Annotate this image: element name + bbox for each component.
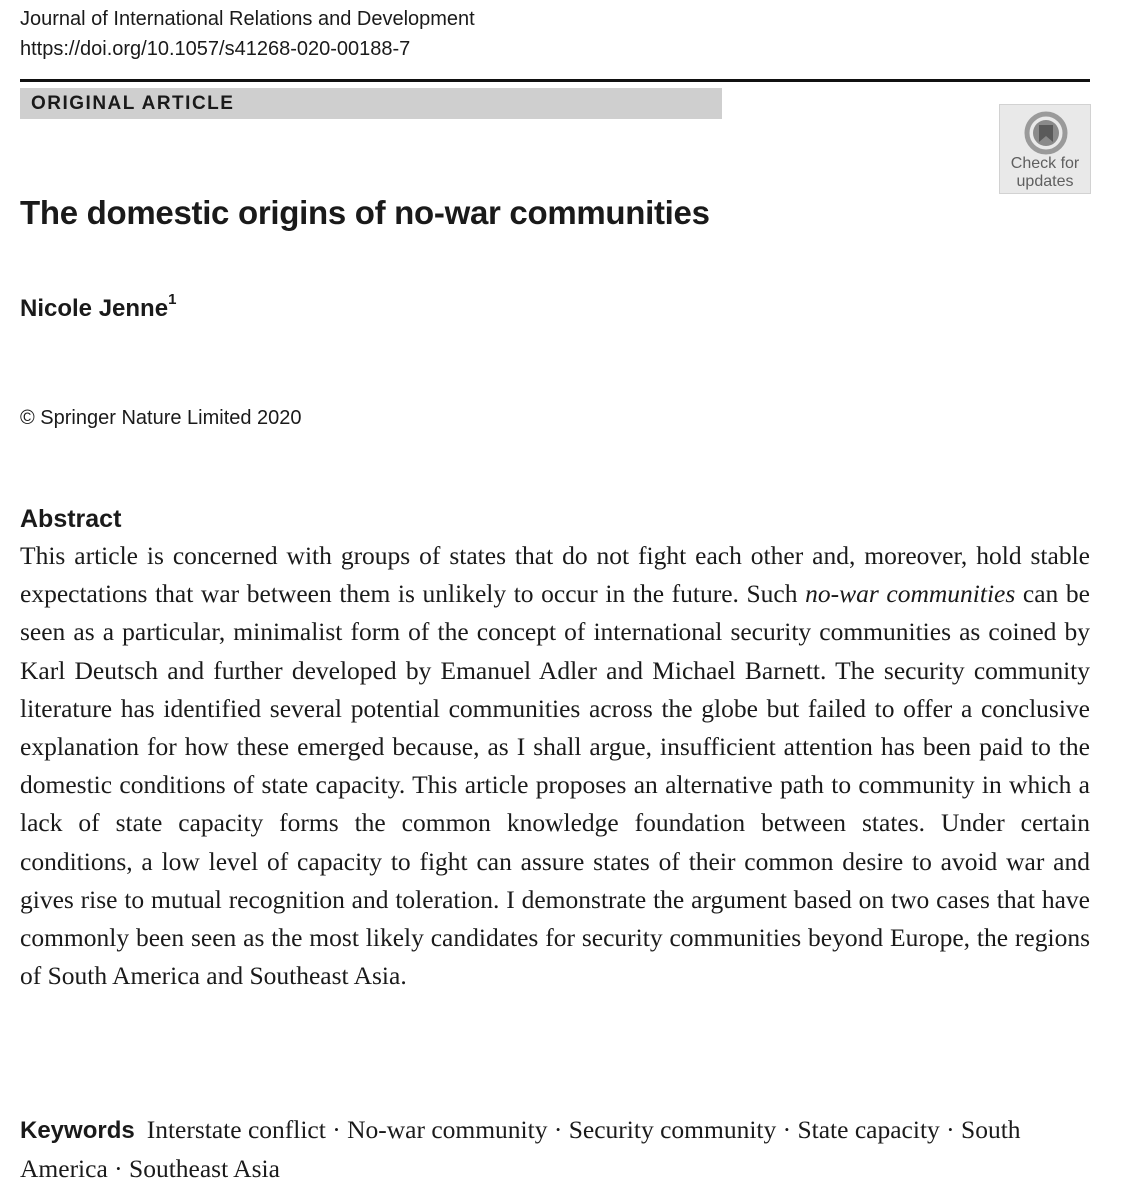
check-for-updates-line2: updates (1016, 173, 1074, 190)
abstract-text (20, 537, 1090, 995)
author-name: Nicole Jenne (20, 295, 169, 322)
abstract-text-part2: can be seen as a particular, minimalist form of the concept of international security communities as coined by Karl Deutsch and further developed by Emanuel Adler and Michael Barnett. The security community literature has identified several potential communities across the globe but failed to offer a conclusive explanation for how these emerged because, as I shall argue, insufficient attention has been paid to the domestic conditions of state capacity. This article proposes an alternative path to community in which a lack of state capacity forms the common knowledge foundation between states. Under certain conditions, a low level of capacity to fight can assure states of their common desire to avoid war and gives rise to mutual recognition and toleration. I demonstrate the argument based on two cases that have commonly been seen as the most likely candidates for security communities beyond Europe, the regions of South America and Southeast Asia. (20, 579, 1090, 991)
article-type-band (20, 88, 722, 119)
keywords-section (20, 1111, 1090, 1188)
article-type-label: ORIGINAL ARTICLE (31, 93, 235, 114)
journal-name: Journal of International Relations and Development (20, 8, 475, 30)
keywords-list: Interstate conflict · No-war community · Security community · State capacity · South America · Southeast Asia (20, 1115, 1021, 1184)
copyright-notice: © Springer Nature Limited 2020 (20, 407, 302, 429)
check-for-updates-line1: Check for (1010, 155, 1080, 172)
article-title: The domestic origins of no-war communities (20, 194, 710, 231)
check-for-updates-badge[interactable] (999, 104, 1091, 194)
bookmark-circle-icon (1024, 111, 1068, 155)
author-line (20, 287, 176, 325)
keywords-label: Keywords (20, 1117, 135, 1144)
abstract-italic-term: no-war communities (805, 579, 1016, 609)
abstract-heading: Abstract (20, 505, 122, 533)
doi-link[interactable]: https://doi.org/10.1057/s41268-020-00188-7 (20, 38, 411, 60)
affiliation-mark[interactable]: 1 (168, 291, 177, 308)
abstract-text-part1: This article is concerned with groups of states that do not fight each other and, moreover, hold stable expectations that war between them is unlikely to occur in the future. Such (20, 541, 1090, 609)
header-rule (20, 79, 1090, 82)
